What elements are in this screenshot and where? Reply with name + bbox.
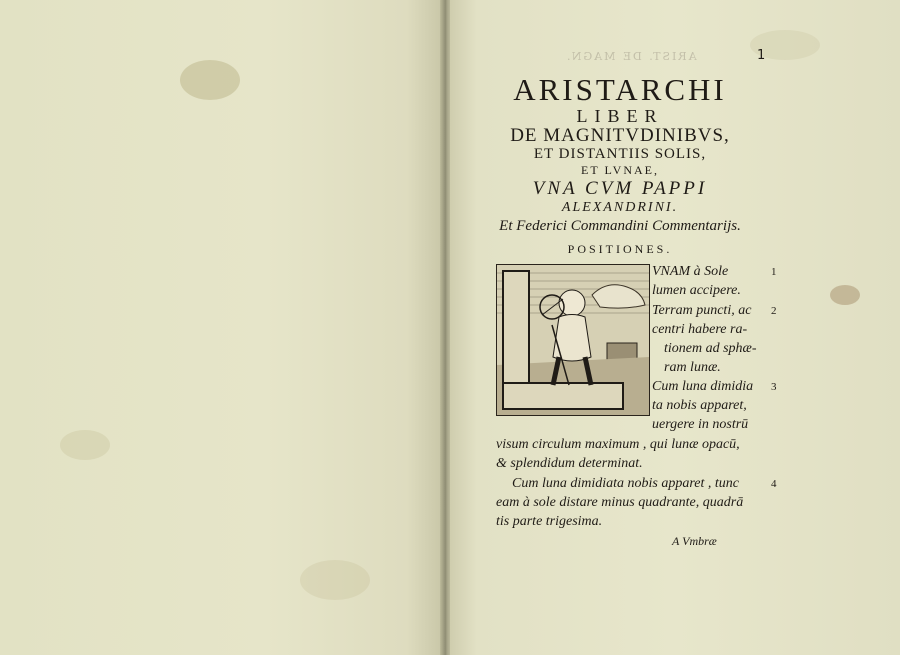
text-line: tis parte trigesima. (496, 514, 603, 529)
catchword: A Vmbræ (672, 534, 717, 548)
left-page (0, 0, 442, 655)
subtitle-line-4: VNA CVM PAPPI (532, 178, 708, 199)
text-line: VNAM à Sole (652, 264, 729, 279)
margin-number: 2 (771, 305, 777, 317)
text-line: Terram puncti, ac (652, 303, 752, 318)
text-line: tionem ad sphæ- (664, 341, 757, 356)
subtitle-line-6: Et Federici Commandini Commentarijs. (499, 218, 741, 234)
text-line: Cum luna dimidiata nobis apparet , tunc (512, 476, 739, 491)
stain (180, 60, 240, 100)
title-line-2: LIBER (576, 106, 664, 126)
stain (60, 430, 110, 460)
text-line: & splendidum determinat. (496, 456, 643, 471)
page-number: 1 (757, 48, 766, 63)
section-heading: POSITIONES. (567, 242, 673, 256)
stain (300, 560, 370, 600)
text-line: visum circulum maximum , qui lunæ opacū, (496, 437, 740, 452)
margin-number: 1 (771, 266, 777, 278)
text-line: Cum luna dimidia (652, 379, 754, 394)
text-line: ta nobis apparet, (652, 398, 747, 413)
text-line: centri habere ra- (652, 322, 748, 337)
text-line: ram lunæ. (664, 360, 721, 375)
subtitle-line-3: ET LVNAE, (581, 163, 659, 177)
subtitle-line-5: ALEXANDRINI. (561, 200, 679, 215)
woodcut-initial-icon (496, 264, 650, 416)
subtitle-line-1: DE MAGNITVDINIBVS, (510, 125, 730, 146)
bleed-through-text: ARIST. DE MAGN. (565, 50, 697, 63)
text-line: eam à sole distare minus quadrante, quadrā (496, 495, 744, 510)
stain (830, 285, 860, 305)
page-title: ARISTARCHI (513, 72, 727, 107)
text-line: lumen accipere. (652, 283, 741, 298)
margin-number: 4 (771, 478, 777, 490)
subtitle-line-2: ET DISTANTIIS SOLIS, (533, 146, 707, 162)
text-line: uergere in nostrū (652, 417, 749, 432)
margin-number: 3 (771, 381, 777, 393)
